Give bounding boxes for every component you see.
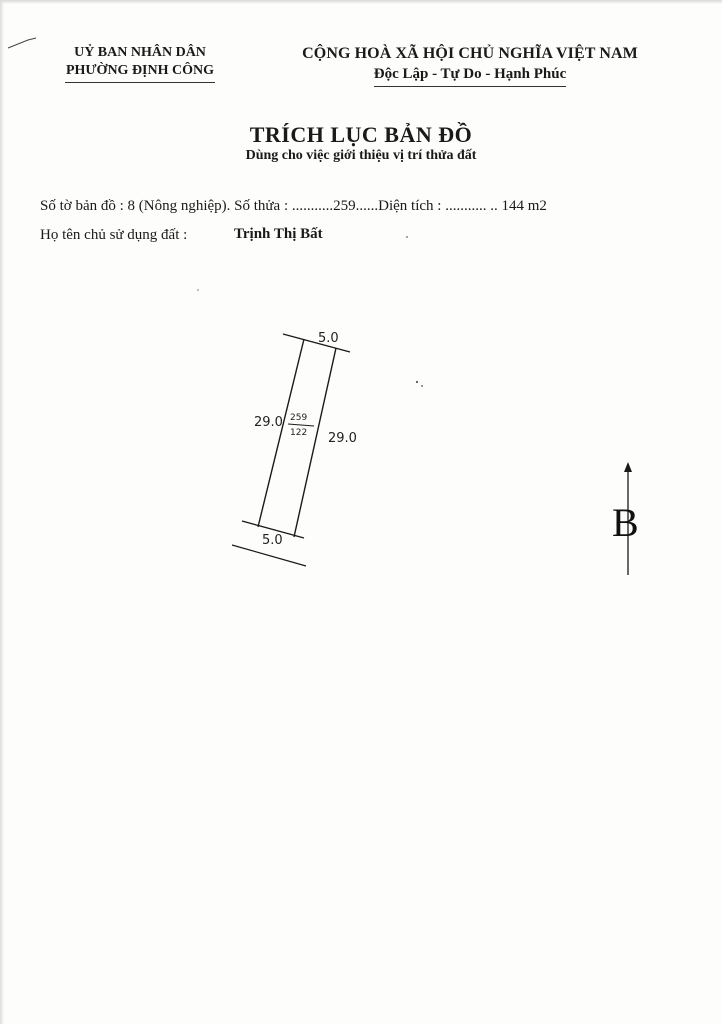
top-width-label: 5.0 [318, 331, 339, 346]
corner-mark [8, 38, 36, 48]
nation-motto: Độc Lập - Tự Do - Hạnh Phúc [374, 64, 567, 87]
parcel-dots-before: ........... [291, 198, 334, 214]
parcel-id-divider [288, 424, 314, 426]
frontage-line [232, 545, 306, 566]
agency-line-1: UỶ BAN NHÂN DÂN [74, 45, 206, 60]
north-arrow-head-icon [624, 462, 632, 472]
scan-speck [421, 385, 423, 387]
area-label: Diện tích : [378, 198, 446, 214]
parcel-top-boundary [283, 334, 350, 352]
nation-name: CỘNG HOÀ XÃ HỘI CHỦ NGHĨA VIỆT NAM [302, 45, 638, 62]
scan-speck [406, 236, 408, 238]
owner-name: Trịnh Thị Bất [234, 226, 323, 242]
right-length-label: 29.0 [328, 431, 357, 446]
parcel-id-label: 259 [290, 413, 308, 423]
scan-speck [197, 289, 199, 291]
parcel-dots-after: ...... [355, 198, 379, 214]
owner-label: Họ tên chủ sử dụng đất : [40, 227, 188, 243]
scan-speck [416, 381, 418, 383]
compass-letter: B [612, 500, 639, 545]
document-subtitle: Dùng cho việc giới thiệu vị trí thửa đất [245, 148, 477, 163]
parcel-number: 259 [333, 198, 356, 214]
parcel-sub-label: 122 [290, 428, 308, 438]
area-value: 144 m2 [501, 198, 547, 214]
document-title: TRÍCH LỤC BẢN ĐỒ [249, 122, 473, 147]
left-length-label: 29.0 [254, 415, 283, 430]
area-dots: ........... .. [445, 198, 502, 214]
agency-line-2: PHƯỜNG ĐỊNH CÔNG [65, 63, 215, 78]
bottom-width-label: 5.0 [262, 533, 283, 548]
map-sheet-label: Số tờ bản đồ : 8 (Nông nghiệp). Số thửa : [40, 198, 292, 214]
